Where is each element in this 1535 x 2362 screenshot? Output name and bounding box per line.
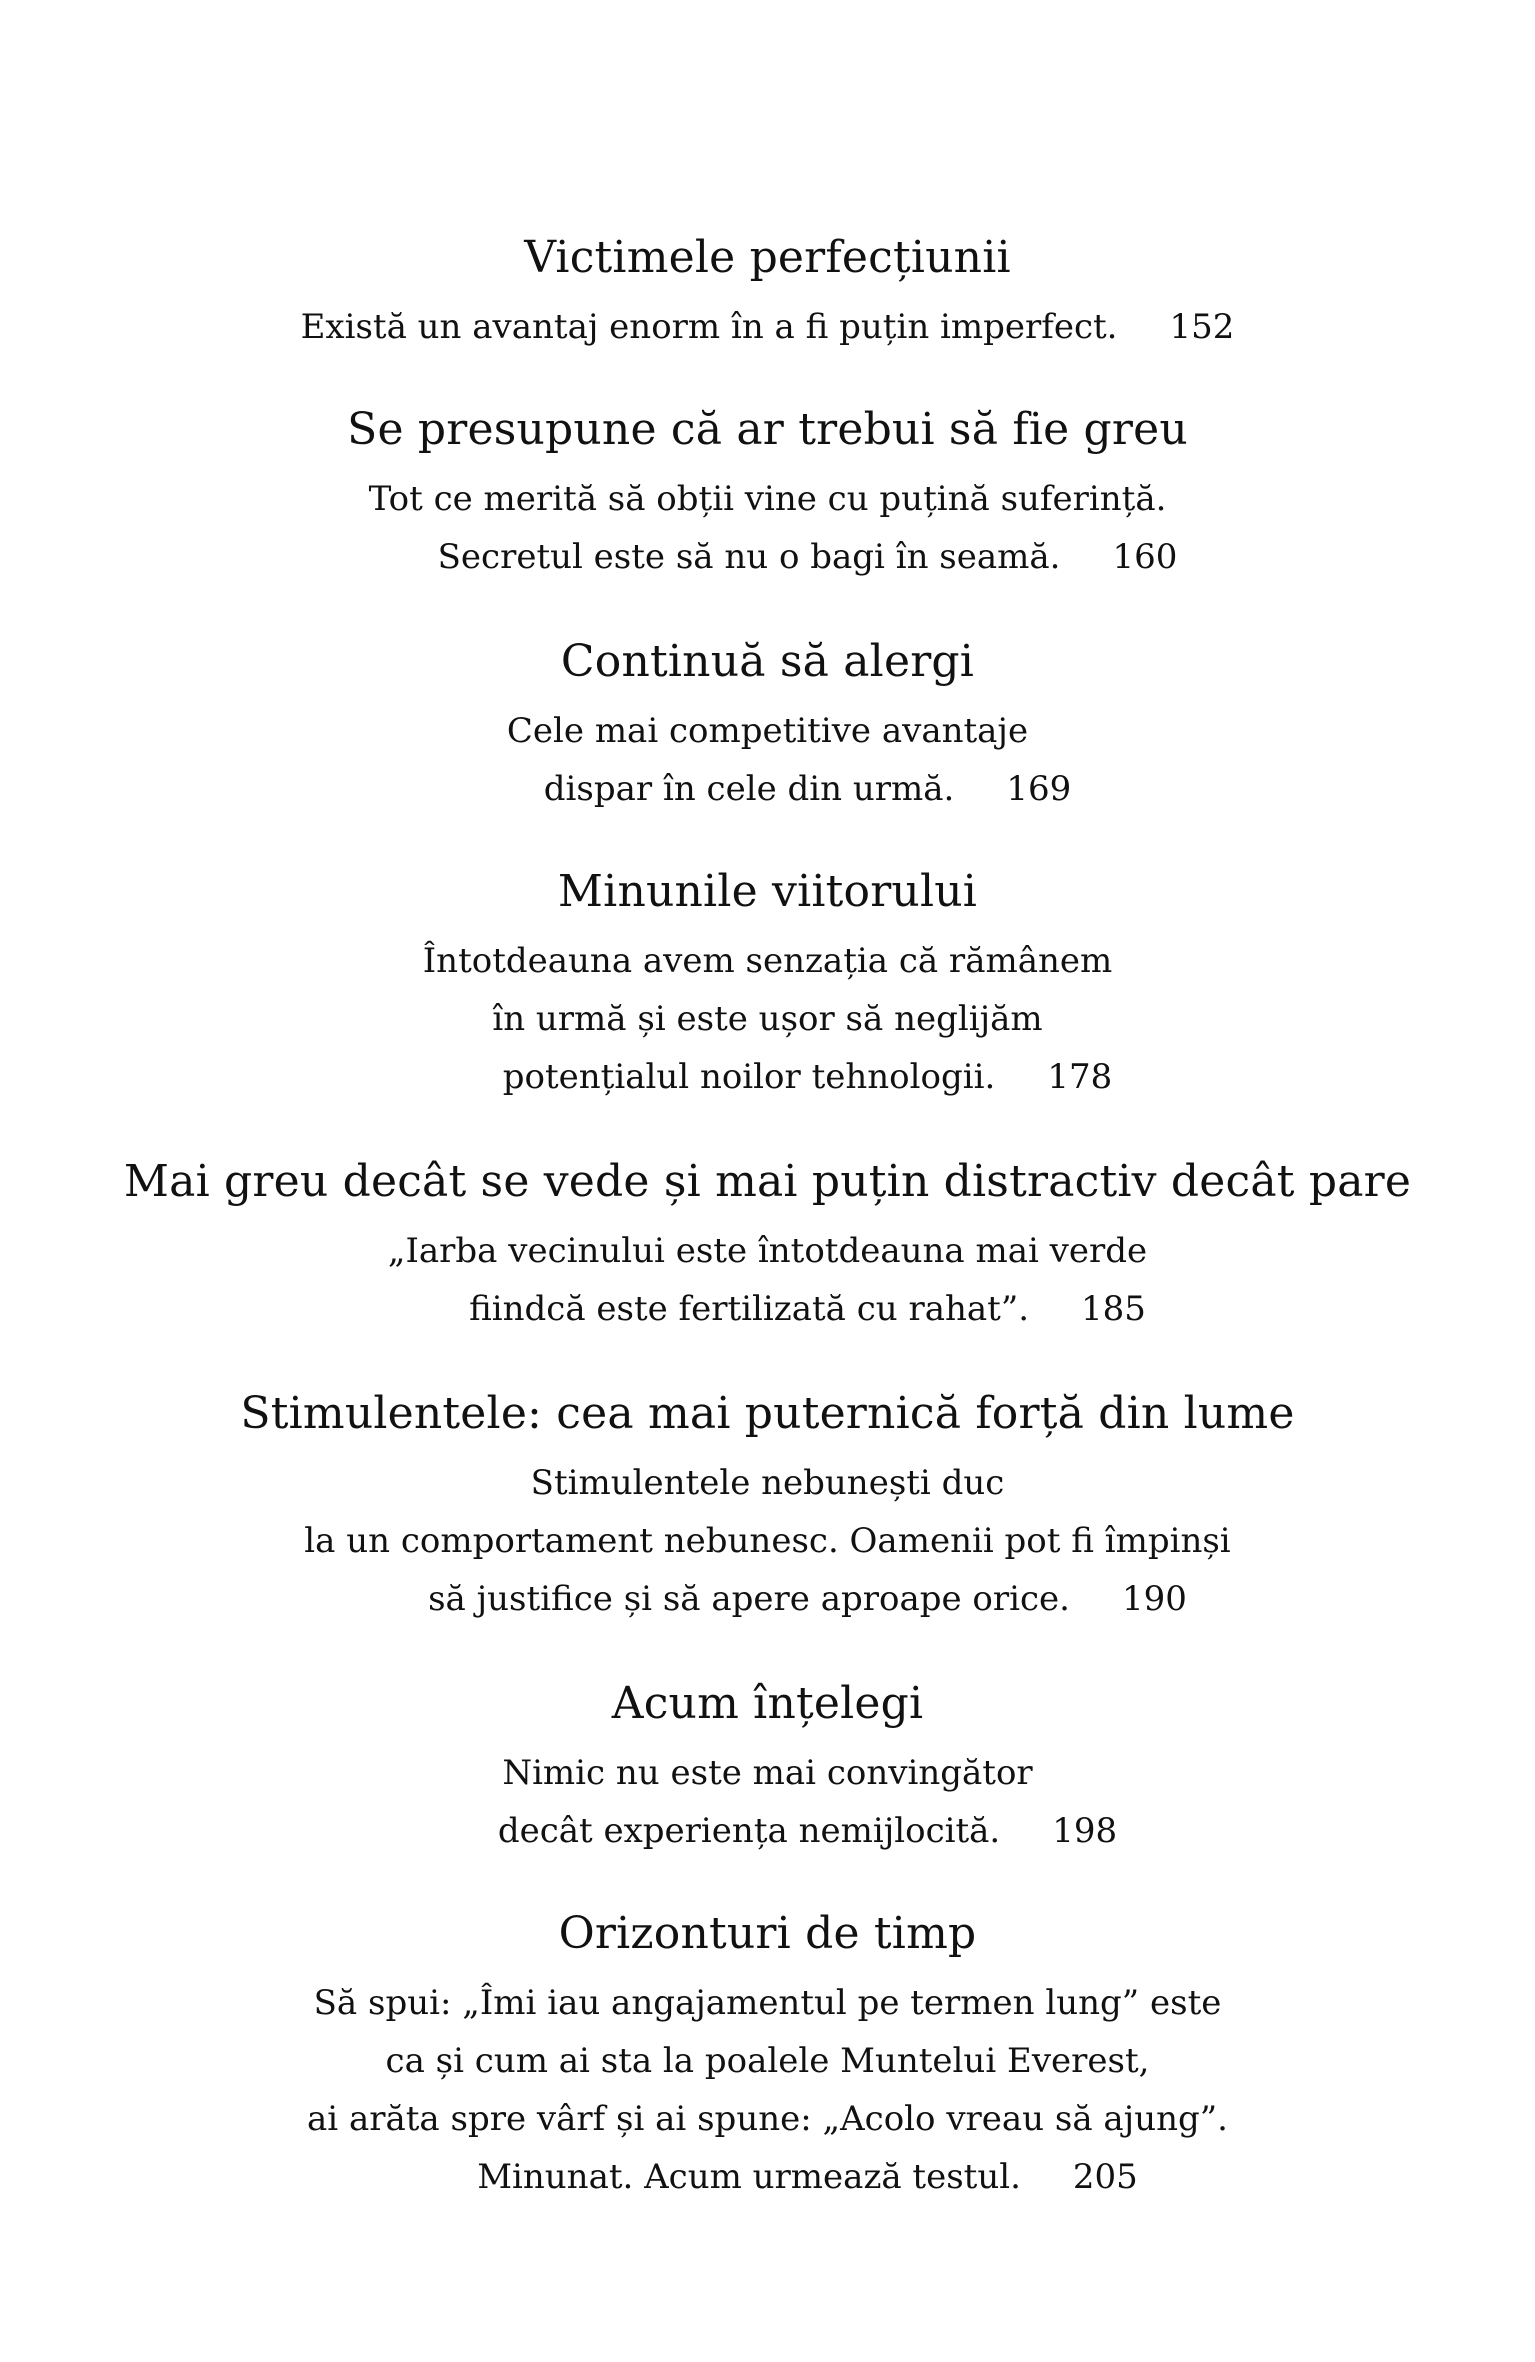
chapter-title: Victimele perfecțiunii bbox=[524, 232, 1011, 283]
toc-entry bbox=[0, 230, 1535, 356]
chapter-description bbox=[0, 1744, 1535, 1860]
chapter-title: Stimulentele: cea mai puternică forță din lume bbox=[240, 1388, 1295, 1439]
description-line: dispar în cele din urmă. 169 bbox=[40, 760, 1535, 818]
description-line: Secretul este să nu o bagi în seamă. 160 bbox=[40, 528, 1535, 586]
page-number: 160 bbox=[1112, 537, 1178, 577]
toc-entry bbox=[0, 1906, 1535, 2206]
description-line: decât experiența nemijlocită. 198 bbox=[40, 1802, 1535, 1860]
page-number: 169 bbox=[1006, 769, 1072, 809]
toc-entry bbox=[0, 1154, 1535, 1338]
chapter-description bbox=[0, 470, 1535, 586]
toc-entry bbox=[0, 1676, 1535, 1860]
description-line: ca și cum ai sta la poalele Muntelui Everest, bbox=[385, 2041, 1150, 2081]
description-line: la un comportament nebunesc. Oamenii pot fi împinși bbox=[304, 1521, 1231, 1561]
toc-entry bbox=[0, 864, 1535, 1106]
chapter-description bbox=[0, 298, 1535, 356]
description-line: să justifice și să apere aproape orice. 190 bbox=[40, 1570, 1535, 1628]
description-line: Stimulentele nebunești duc bbox=[530, 1463, 1005, 1503]
chapter-title: Orizonturi de timp bbox=[558, 1908, 977, 1959]
toc-entry bbox=[0, 1386, 1535, 1628]
description-line: Întotdeauna avem senzația că rămânem bbox=[422, 941, 1113, 981]
page-number: 152 bbox=[1169, 307, 1235, 347]
chapter-title: Se presupune că ar trebui să fie greu bbox=[347, 404, 1188, 455]
chapter-title: Acum înțelegi bbox=[611, 1678, 924, 1729]
chapter-description bbox=[0, 1974, 1535, 2206]
chapter-description bbox=[0, 932, 1535, 1106]
chapter-description bbox=[0, 1222, 1535, 1338]
description-line: „Iarba vecinului este întotdeauna mai verde bbox=[387, 1231, 1148, 1271]
description-line: în urmă și este ușor să neglijăm bbox=[492, 999, 1043, 1039]
page-number: 205 bbox=[1072, 2157, 1138, 2197]
chapter-title: Mai greu decât se vede și mai puțin distractiv decât pare bbox=[123, 1156, 1412, 1207]
chapter-title: Minunile viitorului bbox=[557, 866, 978, 917]
chapter-title: Continuă să alergi bbox=[560, 636, 975, 687]
description-line: Există un avantaj enorm în a fi puțin imperfect. 152 bbox=[0, 298, 1535, 356]
page-number: 178 bbox=[1047, 1057, 1113, 1097]
chapter-description bbox=[0, 702, 1535, 818]
description-line: potențialul noilor tehnologii. 178 bbox=[40, 1048, 1535, 1106]
description-line: Minunat. Acum urmează testul. 205 bbox=[40, 2148, 1535, 2206]
description-line: Cele mai competitive avantaje bbox=[506, 711, 1029, 751]
description-line: Tot ce merită să obții vine cu puțină suferință. bbox=[368, 479, 1167, 519]
chapter-description bbox=[0, 1454, 1535, 1628]
toc-entry bbox=[0, 634, 1535, 818]
description-line: fiindcă este fertilizată cu rahat”. 185 bbox=[40, 1280, 1535, 1338]
page-number: 185 bbox=[1081, 1289, 1146, 1329]
description-line: Nimic nu este mai convingător bbox=[502, 1753, 1033, 1793]
page-number: 190 bbox=[1121, 1579, 1187, 1619]
description-line: ai arăta spre vârf și ai spune: „Acolo vreau să ajung”. bbox=[307, 2099, 1228, 2139]
description-line: Să spui: „Îmi iau angajamentul pe termen lung” este bbox=[313, 1983, 1222, 2023]
toc-entry bbox=[0, 402, 1535, 586]
page-number: 198 bbox=[1052, 1811, 1118, 1851]
